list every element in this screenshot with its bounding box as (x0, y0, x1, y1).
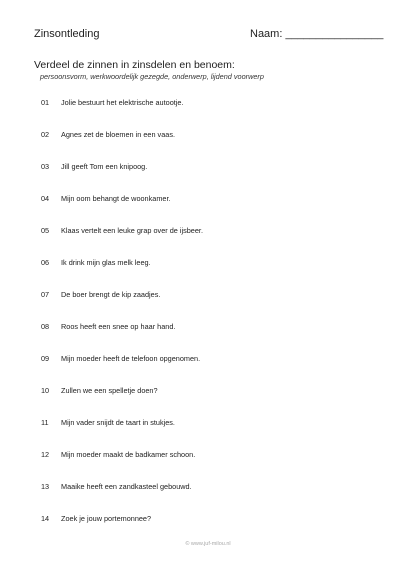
sentence-item (41, 322, 175, 331)
sentence-number: 04 (41, 194, 50, 203)
sentence-item (41, 98, 184, 107)
sentence-item (41, 386, 158, 395)
sentence-number: 12 (41, 450, 50, 459)
sentence-text: Jill geeft Tom een knipoog. (61, 162, 148, 171)
copyright-footer: © www.juf-milou.nl (185, 541, 231, 547)
sentence-text: Mijn vader snijdt de taart in stukjes. (61, 418, 175, 427)
sentence-number: 06 (41, 258, 50, 267)
worksheet-title: Zinsontleding (34, 28, 100, 40)
sentence-number: 05 (41, 226, 50, 235)
sentence-item (41, 450, 195, 459)
sentence-text: Zullen we een spelletje doen? (61, 386, 158, 395)
sentence-number: 09 (41, 354, 50, 363)
sentence-number: 13 (41, 482, 50, 491)
sentence-text: Zoek je jouw portemonnee? (61, 514, 152, 523)
sentence-text: De boer brengt de kip zaadjes. (61, 290, 161, 299)
sentence-number: 08 (41, 322, 50, 331)
sentence-text: Mijn oom behangt de woonkamer. (61, 194, 171, 203)
sentence-text: Agnes zet de bloemen in een vaas. (61, 130, 175, 139)
sentence-number: 11 (41, 418, 49, 427)
instruction-categories: persoonsvorm, werkwoordelijk gezegde, onderwerp, lijdend voorwerp (40, 72, 264, 81)
sentence-item (41, 226, 203, 235)
sentence-text: Roos heeft een snee op haar hand. (61, 322, 176, 331)
sentence-item (41, 194, 171, 203)
name-field-label: Naam: ________________ (250, 28, 384, 40)
sentence-number: 03 (41, 162, 50, 171)
sentence-text: Mijn moeder maakt de badkamer schoon. (61, 450, 196, 459)
sentence-item (41, 514, 151, 523)
sentence-number: 01 (41, 98, 50, 107)
sentence-text: Klaas vertelt een leuke grap over de ijsbeer. (61, 226, 203, 235)
sentence-number: 14 (41, 514, 50, 523)
sentence-text: Jolie bestuurt het elektrische autootje. (61, 98, 184, 107)
sentence-item (41, 258, 151, 267)
sentence-text: Maaike heeft een zandkasteel gebouwd. (61, 482, 192, 491)
sentence-number: 10 (41, 386, 50, 395)
sentence-item (41, 482, 192, 491)
sentence-number: 02 (41, 130, 50, 139)
sentence-item (41, 130, 175, 139)
sentence-item (41, 354, 200, 363)
instruction-heading: Verdeel de zinnen in zinsdelen en benoem: (34, 59, 235, 71)
sentence-number: 07 (41, 290, 50, 299)
sentence-item (41, 418, 175, 427)
sentence-item (41, 162, 147, 171)
sentence-text: Ik drink mijn glas melk leeg. (61, 258, 151, 267)
sentence-text: Mijn moeder heeft de telefoon opgenomen. (61, 354, 201, 363)
sentence-item (41, 290, 160, 299)
